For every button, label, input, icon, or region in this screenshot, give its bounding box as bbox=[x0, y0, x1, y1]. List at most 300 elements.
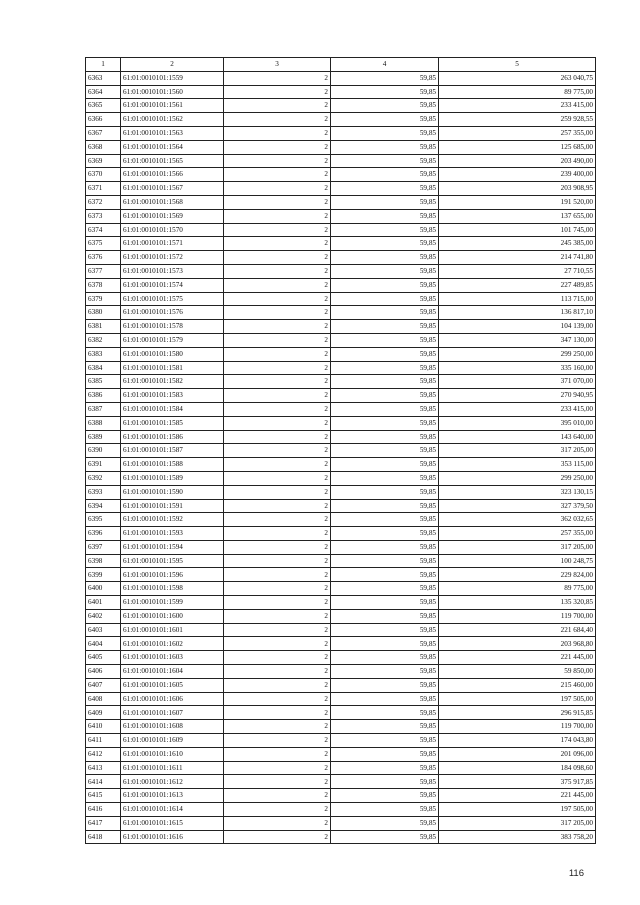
table-row bbox=[86, 720, 596, 734]
floor-cell: 2 bbox=[224, 734, 331, 748]
table-row bbox=[86, 609, 596, 623]
floor-cell: 2 bbox=[224, 803, 331, 817]
floor-cell: 2 bbox=[224, 596, 331, 610]
cadastral-value-cell: 245 385,00 bbox=[439, 237, 596, 251]
column-header-4: 4 bbox=[331, 58, 439, 72]
table-row bbox=[86, 182, 596, 196]
area-cell: 59,85 bbox=[331, 209, 439, 223]
row-number-cell: 6411 bbox=[86, 734, 121, 748]
floor-cell: 2 bbox=[224, 71, 331, 85]
area-cell: 59,85 bbox=[331, 485, 439, 499]
floor-cell: 2 bbox=[224, 85, 331, 99]
cadastral-number-cell: 61:01:0010101:1581 bbox=[121, 361, 224, 375]
cadastral-number-cell: 61:01:0010101:1614 bbox=[121, 803, 224, 817]
cadastral-number-cell: 61:01:0010101:1589 bbox=[121, 471, 224, 485]
cadastral-value-cell: 270 940,95 bbox=[439, 389, 596, 403]
area-cell: 59,85 bbox=[331, 361, 439, 375]
cadastral-number-cell: 61:01:0010101:1601 bbox=[121, 623, 224, 637]
column-header-2: 2 bbox=[121, 58, 224, 72]
area-cell: 59,85 bbox=[331, 458, 439, 472]
table-row bbox=[86, 113, 596, 127]
floor-cell: 2 bbox=[224, 182, 331, 196]
floor-cell: 2 bbox=[224, 720, 331, 734]
cadastral-value-cell: 353 115,00 bbox=[439, 458, 596, 472]
cadastral-number-cell: 61:01:0010101:1586 bbox=[121, 430, 224, 444]
cadastral-number-cell: 61:01:0010101:1568 bbox=[121, 195, 224, 209]
table-row bbox=[86, 292, 596, 306]
cadastral-value-cell: 89 775,00 bbox=[439, 582, 596, 596]
cadastral-number-cell: 61:01:0010101:1570 bbox=[121, 223, 224, 237]
floor-cell: 2 bbox=[224, 389, 331, 403]
floor-cell: 2 bbox=[224, 623, 331, 637]
cadastral-number-cell: 61:01:0010101:1585 bbox=[121, 416, 224, 430]
table-row bbox=[86, 375, 596, 389]
table-row bbox=[86, 761, 596, 775]
floor-cell: 2 bbox=[224, 747, 331, 761]
area-cell: 59,85 bbox=[331, 761, 439, 775]
cadastral-value-cell: 119 700,00 bbox=[439, 720, 596, 734]
area-cell: 59,85 bbox=[331, 692, 439, 706]
area-cell: 59,85 bbox=[331, 320, 439, 334]
cadastral-value-cell: 184 098,60 bbox=[439, 761, 596, 775]
table-row bbox=[86, 775, 596, 789]
table-body bbox=[86, 71, 596, 844]
row-number-cell: 6383 bbox=[86, 347, 121, 361]
floor-cell: 2 bbox=[224, 251, 331, 265]
cadastral-value-cell: 233 415,00 bbox=[439, 99, 596, 113]
cadastral-number-cell: 61:01:0010101:1602 bbox=[121, 637, 224, 651]
area-cell: 59,85 bbox=[331, 775, 439, 789]
cadastral-number-cell: 61:01:0010101:1604 bbox=[121, 665, 224, 679]
floor-cell: 2 bbox=[224, 320, 331, 334]
row-number-cell: 6364 bbox=[86, 85, 121, 99]
cadastral-number-cell: 61:01:0010101:1564 bbox=[121, 140, 224, 154]
table-row bbox=[86, 513, 596, 527]
area-cell: 59,85 bbox=[331, 678, 439, 692]
cadastral-value-cell: 201 096,00 bbox=[439, 747, 596, 761]
area-cell: 59,85 bbox=[331, 830, 439, 844]
floor-cell: 2 bbox=[224, 430, 331, 444]
cadastral-value-cell: 257 355,00 bbox=[439, 527, 596, 541]
floor-cell: 2 bbox=[224, 471, 331, 485]
area-cell: 59,85 bbox=[331, 113, 439, 127]
floor-cell: 2 bbox=[224, 665, 331, 679]
table-row bbox=[86, 209, 596, 223]
row-number-cell: 6375 bbox=[86, 237, 121, 251]
floor-cell: 2 bbox=[224, 154, 331, 168]
cadastral-value-cell: 101 745,00 bbox=[439, 223, 596, 237]
area-cell: 59,85 bbox=[331, 554, 439, 568]
cadastral-number-cell: 61:01:0010101:1563 bbox=[121, 126, 224, 140]
table-row bbox=[86, 582, 596, 596]
cadastral-number-cell: 61:01:0010101:1565 bbox=[121, 154, 224, 168]
table-row bbox=[86, 237, 596, 251]
cadastral-number-cell: 61:01:0010101:1578 bbox=[121, 320, 224, 334]
row-number-cell: 6415 bbox=[86, 789, 121, 803]
floor-cell: 2 bbox=[224, 264, 331, 278]
floor-cell: 2 bbox=[224, 361, 331, 375]
row-number-cell: 6412 bbox=[86, 747, 121, 761]
table-row bbox=[86, 306, 596, 320]
row-number-cell: 6379 bbox=[86, 292, 121, 306]
cadastral-value-cell: 197 505,00 bbox=[439, 692, 596, 706]
cadastral-number-cell: 61:01:0010101:1562 bbox=[121, 113, 224, 127]
cadastral-number-cell: 61:01:0010101:1611 bbox=[121, 761, 224, 775]
area-cell: 59,85 bbox=[331, 651, 439, 665]
row-number-cell: 6417 bbox=[86, 816, 121, 830]
cadastral-value-cell: 347 130,00 bbox=[439, 333, 596, 347]
row-number-cell: 6385 bbox=[86, 375, 121, 389]
table-row bbox=[86, 568, 596, 582]
area-cell: 59,85 bbox=[331, 292, 439, 306]
cadastral-value-cell: 125 685,00 bbox=[439, 140, 596, 154]
row-number-cell: 6376 bbox=[86, 251, 121, 265]
row-number-cell: 6396 bbox=[86, 527, 121, 541]
floor-cell: 2 bbox=[224, 499, 331, 513]
cadastral-value-cell: 89 775,00 bbox=[439, 85, 596, 99]
table-row bbox=[86, 99, 596, 113]
row-number-cell: 6369 bbox=[86, 154, 121, 168]
cadastral-number-cell: 61:01:0010101:1572 bbox=[121, 251, 224, 265]
area-cell: 59,85 bbox=[331, 747, 439, 761]
area-cell: 59,85 bbox=[331, 347, 439, 361]
cadastral-number-cell: 61:01:0010101:1576 bbox=[121, 306, 224, 320]
floor-cell: 2 bbox=[224, 209, 331, 223]
area-cell: 59,85 bbox=[331, 126, 439, 140]
cadastral-value-cell: 371 070,00 bbox=[439, 375, 596, 389]
floor-cell: 2 bbox=[224, 458, 331, 472]
cadastral-value-cell: 174 043,80 bbox=[439, 734, 596, 748]
area-cell: 59,85 bbox=[331, 527, 439, 541]
row-number-cell: 6388 bbox=[86, 416, 121, 430]
row-number-cell: 6394 bbox=[86, 499, 121, 513]
area-cell: 59,85 bbox=[331, 223, 439, 237]
table-header-row bbox=[86, 58, 596, 72]
row-number-cell: 6395 bbox=[86, 513, 121, 527]
floor-cell: 2 bbox=[224, 126, 331, 140]
floor-cell: 2 bbox=[224, 485, 331, 499]
table-row bbox=[86, 554, 596, 568]
row-number-cell: 6397 bbox=[86, 540, 121, 554]
cadastral-value-cell: 215 460,00 bbox=[439, 678, 596, 692]
area-cell: 59,85 bbox=[331, 278, 439, 292]
row-number-cell: 6418 bbox=[86, 830, 121, 844]
table-row bbox=[86, 499, 596, 513]
area-cell: 59,85 bbox=[331, 264, 439, 278]
floor-cell: 2 bbox=[224, 775, 331, 789]
cadastral-value-cell: 257 355,00 bbox=[439, 126, 596, 140]
cadastral-value-cell: 203 490,00 bbox=[439, 154, 596, 168]
table-row bbox=[86, 623, 596, 637]
cadastral-number-cell: 61:01:0010101:1561 bbox=[121, 99, 224, 113]
area-cell: 59,85 bbox=[331, 499, 439, 513]
area-cell: 59,85 bbox=[331, 430, 439, 444]
table-row bbox=[86, 830, 596, 844]
cadastral-value-cell: 136 817,10 bbox=[439, 306, 596, 320]
floor-cell: 2 bbox=[224, 554, 331, 568]
table-row bbox=[86, 195, 596, 209]
cadastral-number-cell: 61:01:0010101:1600 bbox=[121, 609, 224, 623]
row-number-cell: 6371 bbox=[86, 182, 121, 196]
table-row bbox=[86, 347, 596, 361]
row-number-cell: 6366 bbox=[86, 113, 121, 127]
row-number-cell: 6382 bbox=[86, 333, 121, 347]
cadastral-number-cell: 61:01:0010101:1567 bbox=[121, 182, 224, 196]
row-number-cell: 6407 bbox=[86, 678, 121, 692]
cadastral-value-cell: 135 320,85 bbox=[439, 596, 596, 610]
row-number-cell: 6413 bbox=[86, 761, 121, 775]
cadastral-number-cell: 61:01:0010101:1559 bbox=[121, 71, 224, 85]
cadastral-number-cell: 61:01:0010101:1590 bbox=[121, 485, 224, 499]
cadastral-value-cell: 327 379,50 bbox=[439, 499, 596, 513]
cadastral-number-cell: 61:01:0010101:1603 bbox=[121, 651, 224, 665]
cadastral-number-cell: 61:01:0010101:1598 bbox=[121, 582, 224, 596]
cadastral-value-cell: 221 684,40 bbox=[439, 623, 596, 637]
row-number-cell: 6393 bbox=[86, 485, 121, 499]
table-row bbox=[86, 361, 596, 375]
area-cell: 59,85 bbox=[331, 71, 439, 85]
column-header-1: 1 bbox=[86, 58, 121, 72]
area-cell: 59,85 bbox=[331, 816, 439, 830]
floor-cell: 2 bbox=[224, 789, 331, 803]
area-cell: 59,85 bbox=[331, 609, 439, 623]
row-number-cell: 6414 bbox=[86, 775, 121, 789]
cadastral-number-cell: 61:01:0010101:1569 bbox=[121, 209, 224, 223]
cadastral-number-cell: 61:01:0010101:1616 bbox=[121, 830, 224, 844]
cadastral-value-cell: 197 505,00 bbox=[439, 803, 596, 817]
area-cell: 59,85 bbox=[331, 182, 439, 196]
floor-cell: 2 bbox=[224, 568, 331, 582]
area-cell: 59,85 bbox=[331, 789, 439, 803]
floor-cell: 2 bbox=[224, 333, 331, 347]
cadastral-number-cell: 61:01:0010101:1599 bbox=[121, 596, 224, 610]
floor-cell: 2 bbox=[224, 706, 331, 720]
row-number-cell: 6390 bbox=[86, 444, 121, 458]
cadastral-value-cell: 239 400,00 bbox=[439, 168, 596, 182]
table-row bbox=[86, 471, 596, 485]
row-number-cell: 6400 bbox=[86, 582, 121, 596]
column-header-3: 3 bbox=[224, 58, 331, 72]
area-cell: 59,85 bbox=[331, 720, 439, 734]
row-number-cell: 6408 bbox=[86, 692, 121, 706]
table-row bbox=[86, 223, 596, 237]
area-cell: 59,85 bbox=[331, 154, 439, 168]
area-cell: 59,85 bbox=[331, 306, 439, 320]
area-cell: 59,85 bbox=[331, 375, 439, 389]
area-cell: 59,85 bbox=[331, 596, 439, 610]
table-row bbox=[86, 416, 596, 430]
area-cell: 59,85 bbox=[331, 623, 439, 637]
table-row bbox=[86, 637, 596, 651]
row-number-cell: 6363 bbox=[86, 71, 121, 85]
table-row bbox=[86, 85, 596, 99]
table-row bbox=[86, 264, 596, 278]
cadastral-number-cell: 61:01:0010101:1571 bbox=[121, 237, 224, 251]
cadastral-number-cell: 61:01:0010101:1610 bbox=[121, 747, 224, 761]
table-row bbox=[86, 140, 596, 154]
cadastral-number-cell: 61:01:0010101:1588 bbox=[121, 458, 224, 472]
cadastral-value-cell: 221 445,00 bbox=[439, 651, 596, 665]
floor-cell: 2 bbox=[224, 140, 331, 154]
cadastral-value-cell: 221 445,00 bbox=[439, 789, 596, 803]
row-number-cell: 6367 bbox=[86, 126, 121, 140]
floor-cell: 2 bbox=[224, 527, 331, 541]
floor-cell: 2 bbox=[224, 375, 331, 389]
cadastral-number-cell: 61:01:0010101:1573 bbox=[121, 264, 224, 278]
table-row bbox=[86, 154, 596, 168]
floor-cell: 2 bbox=[224, 306, 331, 320]
row-number-cell: 6391 bbox=[86, 458, 121, 472]
cadastral-number-cell: 61:01:0010101:1605 bbox=[121, 678, 224, 692]
cadastral-value-cell: 143 640,00 bbox=[439, 430, 596, 444]
area-cell: 59,85 bbox=[331, 402, 439, 416]
area-cell: 59,85 bbox=[331, 333, 439, 347]
area-cell: 59,85 bbox=[331, 416, 439, 430]
cadastral-number-cell: 61:01:0010101:1607 bbox=[121, 706, 224, 720]
cadastral-value-cell: 362 032,65 bbox=[439, 513, 596, 527]
cadastral-number-cell: 61:01:0010101:1584 bbox=[121, 402, 224, 416]
floor-cell: 2 bbox=[224, 678, 331, 692]
floor-cell: 2 bbox=[224, 195, 331, 209]
cadastral-value-cell: 317 205,00 bbox=[439, 540, 596, 554]
floor-cell: 2 bbox=[224, 830, 331, 844]
table-row bbox=[86, 485, 596, 499]
cadastral-number-cell: 61:01:0010101:1587 bbox=[121, 444, 224, 458]
row-number-cell: 6386 bbox=[86, 389, 121, 403]
cadastral-number-cell: 61:01:0010101:1560 bbox=[121, 85, 224, 99]
area-cell: 59,85 bbox=[331, 444, 439, 458]
cadastral-value-cell: 203 968,80 bbox=[439, 637, 596, 651]
cadastral-value-cell: 119 700,00 bbox=[439, 609, 596, 623]
cadastral-number-cell: 61:01:0010101:1593 bbox=[121, 527, 224, 541]
row-number-cell: 6399 bbox=[86, 568, 121, 582]
cadastral-value-cell: 317 205,00 bbox=[439, 444, 596, 458]
table-row bbox=[86, 458, 596, 472]
area-cell: 59,85 bbox=[331, 85, 439, 99]
floor-cell: 2 bbox=[224, 637, 331, 651]
table-row bbox=[86, 678, 596, 692]
cadastral-value-cell: 137 655,00 bbox=[439, 209, 596, 223]
cadastral-value-cell: 375 917,85 bbox=[439, 775, 596, 789]
row-number-cell: 6416 bbox=[86, 803, 121, 817]
cadastral-value-cell: 296 915,85 bbox=[439, 706, 596, 720]
cadastral-value-cell: 323 130,15 bbox=[439, 485, 596, 499]
area-cell: 59,85 bbox=[331, 637, 439, 651]
cadastral-value-cell: 104 139,00 bbox=[439, 320, 596, 334]
area-cell: 59,85 bbox=[331, 734, 439, 748]
table-row bbox=[86, 71, 596, 85]
cadastral-number-cell: 61:01:0010101:1596 bbox=[121, 568, 224, 582]
area-cell: 59,85 bbox=[331, 568, 439, 582]
column-header-5: 5 bbox=[439, 58, 596, 72]
cadastral-number-cell: 61:01:0010101:1613 bbox=[121, 789, 224, 803]
cadastral-value-cell: 59 850,00 bbox=[439, 665, 596, 679]
cadastral-value-cell: 203 908,95 bbox=[439, 182, 596, 196]
cadastral-number-cell: 61:01:0010101:1612 bbox=[121, 775, 224, 789]
row-number-cell: 6374 bbox=[86, 223, 121, 237]
floor-cell: 2 bbox=[224, 223, 331, 237]
cadastral-value-cell: 335 160,00 bbox=[439, 361, 596, 375]
table-row bbox=[86, 706, 596, 720]
row-number-cell: 6384 bbox=[86, 361, 121, 375]
table-row bbox=[86, 278, 596, 292]
floor-cell: 2 bbox=[224, 113, 331, 127]
table-row bbox=[86, 126, 596, 140]
area-cell: 59,85 bbox=[331, 540, 439, 554]
floor-cell: 2 bbox=[224, 237, 331, 251]
table-row bbox=[86, 333, 596, 347]
property-register-table bbox=[85, 57, 596, 844]
row-number-cell: 6406 bbox=[86, 665, 121, 679]
floor-cell: 2 bbox=[224, 347, 331, 361]
floor-cell: 2 bbox=[224, 582, 331, 596]
area-cell: 59,85 bbox=[331, 665, 439, 679]
cadastral-number-cell: 61:01:0010101:1583 bbox=[121, 389, 224, 403]
table-row bbox=[86, 527, 596, 541]
cadastral-number-cell: 61:01:0010101:1594 bbox=[121, 540, 224, 554]
row-number-cell: 6410 bbox=[86, 720, 121, 734]
cadastral-number-cell: 61:01:0010101:1580 bbox=[121, 347, 224, 361]
row-number-cell: 6403 bbox=[86, 623, 121, 637]
cadastral-number-cell: 61:01:0010101:1582 bbox=[121, 375, 224, 389]
area-cell: 59,85 bbox=[331, 237, 439, 251]
table-row bbox=[86, 734, 596, 748]
table-row bbox=[86, 251, 596, 265]
floor-cell: 2 bbox=[224, 651, 331, 665]
row-number-cell: 6404 bbox=[86, 637, 121, 651]
floor-cell: 2 bbox=[224, 609, 331, 623]
area-cell: 59,85 bbox=[331, 803, 439, 817]
row-number-cell: 6387 bbox=[86, 402, 121, 416]
cadastral-number-cell: 61:01:0010101:1608 bbox=[121, 720, 224, 734]
cadastral-value-cell: 259 928,55 bbox=[439, 113, 596, 127]
area-cell: 59,85 bbox=[331, 195, 439, 209]
cadastral-value-cell: 100 248,75 bbox=[439, 554, 596, 568]
cadastral-value-cell: 229 824,00 bbox=[439, 568, 596, 582]
cadastral-value-cell: 233 415,00 bbox=[439, 402, 596, 416]
row-number-cell: 6402 bbox=[86, 609, 121, 623]
floor-cell: 2 bbox=[224, 540, 331, 554]
row-number-cell: 6378 bbox=[86, 278, 121, 292]
row-number-cell: 6370 bbox=[86, 168, 121, 182]
area-cell: 59,85 bbox=[331, 140, 439, 154]
floor-cell: 2 bbox=[224, 761, 331, 775]
table-row bbox=[86, 168, 596, 182]
area-cell: 59,85 bbox=[331, 471, 439, 485]
table-row bbox=[86, 320, 596, 334]
cadastral-value-cell: 299 250,00 bbox=[439, 347, 596, 361]
area-cell: 59,85 bbox=[331, 513, 439, 527]
area-cell: 59,85 bbox=[331, 99, 439, 113]
table-row bbox=[86, 444, 596, 458]
cadastral-number-cell: 61:01:0010101:1574 bbox=[121, 278, 224, 292]
row-number-cell: 6381 bbox=[86, 320, 121, 334]
floor-cell: 2 bbox=[224, 416, 331, 430]
page-number: 116 bbox=[568, 868, 584, 879]
floor-cell: 2 bbox=[224, 692, 331, 706]
cadastral-number-cell: 61:01:0010101:1606 bbox=[121, 692, 224, 706]
floor-cell: 2 bbox=[224, 168, 331, 182]
cadastral-value-cell: 113 715,00 bbox=[439, 292, 596, 306]
cadastral-number-cell: 61:01:0010101:1566 bbox=[121, 168, 224, 182]
table-row bbox=[86, 747, 596, 761]
row-number-cell: 6368 bbox=[86, 140, 121, 154]
table-row bbox=[86, 692, 596, 706]
cadastral-value-cell: 299 250,00 bbox=[439, 471, 596, 485]
cadastral-number-cell: 61:01:0010101:1591 bbox=[121, 499, 224, 513]
cadastral-value-cell: 227 489,85 bbox=[439, 278, 596, 292]
table-row bbox=[86, 651, 596, 665]
